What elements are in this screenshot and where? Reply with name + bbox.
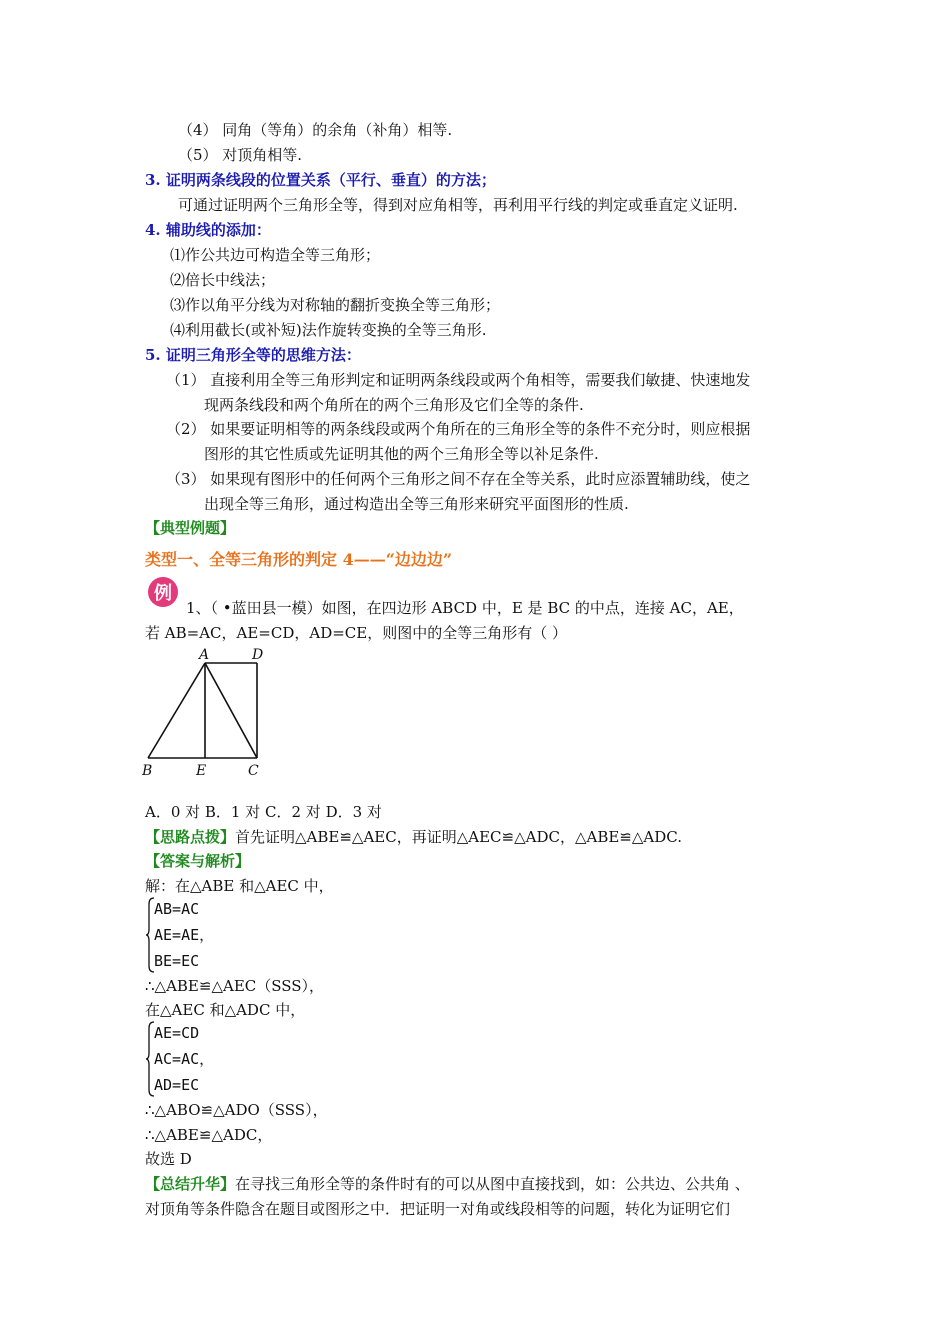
label-e: E <box>196 763 207 779</box>
hint-text: 首先证明△ABE≌△AEC，再证明△AEC≌△ADC，△ABE≌△ADC. <box>235 828 682 846</box>
badge-char: 例 <box>154 583 172 604</box>
solution-intro: 解：在△ABE 和△AEC 中， <box>145 877 334 895</box>
list-item: （5） 对顶角相等. <box>178 146 303 164</box>
list-item: ⑵倍长中线法； <box>170 271 276 289</box>
hint-line <box>145 827 682 847</box>
section-heading-4: 4. 辅助线的添加： <box>145 221 271 239</box>
equation: AE=AE， <box>154 926 215 944</box>
paragraph-line: （2） 如果要证明相等的两条线段或两个角所在的三角形全等的条件不充分时，则应根据 <box>166 420 751 438</box>
paragraph-line: 图形的其它性质或先证明其他的两个三角形全等以补足条件. <box>204 445 599 463</box>
label-c: C <box>248 763 259 779</box>
equation: AD=EC <box>154 1076 200 1094</box>
summary-line: 对顶角等条件隐含在题目或图形之中．把证明一对角或线段相等的问题，转化为证明它们 <box>145 1200 731 1218</box>
type-heading: 类型一、全等三角形的判定 4——“边边边” <box>145 550 453 569</box>
result-line: ∴△ABE≌△ADC， <box>145 1126 273 1144</box>
paragraph-line: 出现全等三角形，通过构造出全等三角形来研究平面图形的性质. <box>204 495 629 513</box>
section-heading-5: 5. 证明三角形全等的思维方法： <box>145 346 361 364</box>
paragraph-line: 现两条线段和两个角所在的两个三角形及它们全等的条件. <box>204 396 584 414</box>
result-line: ∴△ABE≌△AEC（SSS）， <box>145 977 325 995</box>
equation: AE=CD <box>154 1024 200 1042</box>
label-b: B <box>142 763 153 779</box>
summary-line <box>145 1174 750 1194</box>
question-line: 若 AB=AC，AE=CD，AD=CE，则图中的全等三角形有（ ） <box>145 624 567 642</box>
answer-heading: 【答案与解析】 <box>145 852 251 870</box>
solution-intro: 在△AEC 和△ADC 中， <box>145 1001 306 1019</box>
list-item: ⑷利用截长(或补短)法作旋转变换的全等三角形. <box>170 321 487 339</box>
examples-heading: 【典型例题】 <box>145 519 236 537</box>
question-line: 1、（ •蓝田县一模）如图，在四边形 ABCD 中，E 是 BC 的中点，连接 AC，AE， <box>186 599 744 617</box>
label-d: D <box>252 647 264 663</box>
example-badge-icon <box>146 575 180 613</box>
paragraph-line: （1） 直接利用全等三角形判定和证明两条线段或两个角相等，需要我们敏捷、快速地发 <box>166 371 751 389</box>
summary-tag: 【总结升华】 <box>145 1175 236 1193</box>
conclusion: 故选 D <box>145 1150 192 1168</box>
answer-options: A．0 对 B．1 对 C．2 对 D．3 对 <box>145 803 382 821</box>
list-item: ⑴作公共边可构造全等三角形； <box>170 246 381 264</box>
list-item: ⑶作以角平分线为对称轴的翻折变换全等三角形； <box>170 296 501 314</box>
equation-system-1 <box>146 896 266 976</box>
section-heading-3: 3. 证明两条线段的位置关系（平行、垂直）的方法； <box>145 171 496 189</box>
section-body: 可通过证明两个三角形全等，得到对应角相等，再利用平行线的判定或垂直定义证明. <box>178 196 738 214</box>
quadrilateral-figure <box>142 645 272 789</box>
result-line: ∴△ABO≌△ADO（SSS）， <box>145 1101 328 1119</box>
list-item: （4） 同角（等角）的余角（补角）相等. <box>178 121 453 139</box>
equation-system-2 <box>146 1020 266 1100</box>
hint-tag: 【思路点拨】 <box>145 828 236 846</box>
label-a: A <box>199 647 210 663</box>
paragraph-line: （3） 如果现有图形中的任何两个三角形之间不存在全等关系，此时应添置辅助线，使之 <box>166 470 751 488</box>
summary-text: 在寻找三角形全等的条件时有的可以从图中直接找到，如：公共边、公共角 、 <box>235 1175 750 1193</box>
equation: AB=AC <box>154 900 200 918</box>
equation: AC=AC， <box>154 1050 215 1068</box>
equation: BE=EC <box>154 952 200 970</box>
